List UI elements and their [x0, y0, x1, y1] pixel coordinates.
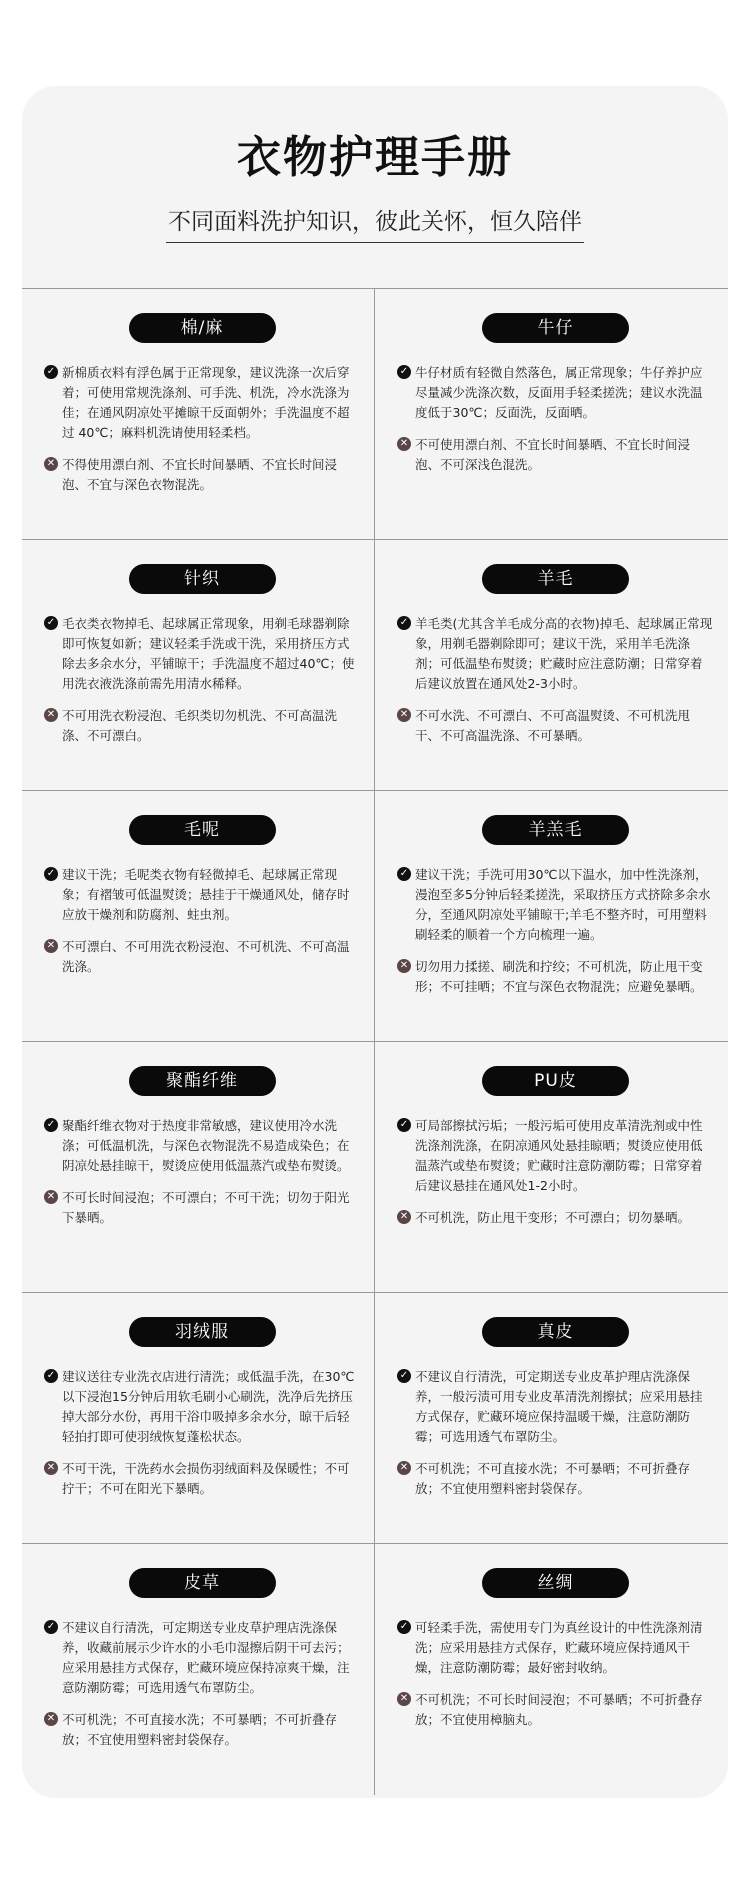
cross-icon: ✕ [397, 1692, 411, 1706]
care-instruction [44, 706, 360, 746]
care-instruction [44, 1116, 360, 1176]
fabric-name-badge: 牛仔 [482, 313, 629, 343]
fabric-grid [22, 289, 728, 1795]
fabric-name-badge: 羊羔毛 [482, 815, 629, 845]
care-instruction [44, 937, 360, 977]
care-dont-text: 不可用洗衣粉浸泡、毛织类切勿机洗、不可高温洗涤、不可漂白。 [62, 708, 338, 743]
care-do-text: 牛仔材质有轻微自然落色，属正常现象；牛仔养护应尽量减少洗涤次数，反面用手轻柔搓洗；建议水洗温度低于30℃；反面洗，反面晒。 [415, 365, 703, 420]
check-icon: ✓ [44, 1118, 58, 1132]
care-dont-text: 不可长时间浸泡；不可漂白；不可干洗；切勿于阳光下暴晒。 [62, 1190, 350, 1225]
cross-icon: ✕ [44, 1190, 58, 1204]
fabric-section [375, 1544, 728, 1795]
page-title: 衣物护理手册 [237, 132, 513, 183]
check-icon: ✓ [397, 616, 411, 630]
fabric-section [375, 791, 728, 1042]
care-do-text: 可轻柔手洗，需使用专门为真丝设计的中性洗涤剂清洗；应采用悬挂方式保存，贮藏环境应保持通风干燥，注意防潮防霉；最好密封收纳。 [415, 1620, 703, 1675]
care-instruction [397, 614, 714, 694]
check-icon: ✓ [397, 1369, 411, 1383]
page-subtitle: 不同面料洗护知识，彼此关怀，恒久陪伴 [166, 206, 584, 243]
care-instruction [44, 1710, 360, 1750]
care-instruction [397, 1367, 714, 1447]
check-icon: ✓ [44, 867, 58, 881]
care-instruction [397, 1459, 714, 1499]
check-icon: ✓ [397, 1620, 411, 1634]
check-icon: ✓ [44, 1620, 58, 1634]
care-do-text: 建议送往专业洗衣店进行清洗；或低温手洗，在30℃以下浸泡15分钟后用软毛刷小心刷洗，洗净后先挤压掉大部分水份，再用干浴巾吸掉多余水分，晾干后轻轻拍打即可使羽绒恢复蓬松状态。 [62, 1369, 355, 1444]
care-do-text: 建议干洗；手洗可用30℃以下温水，加中性洗涤剂，漫泡至多5分钟后轻柔搓洗，采取挤压方式挤除多余水分，至通风阴凉处平铺晾干;羊毛不整齐时，可用塑料刷轻柔的顺着一个方向梳理一遍。 [415, 867, 711, 942]
check-icon: ✓ [397, 365, 411, 379]
fabric-section [375, 289, 728, 540]
fabric-name-badge: 丝绸 [482, 1568, 629, 1598]
care-dont-text: 不可机洗；不可直接水洗；不可暴晒；不可折叠存放；不宜使用塑料密封袋保存。 [62, 1712, 338, 1747]
care-dont-text: 不可漂白、不可用洗衣粉浸泡、不可机洗、不可高温洗涤。 [62, 939, 350, 974]
cross-icon: ✕ [44, 939, 58, 953]
check-icon: ✓ [397, 867, 411, 881]
care-instruction [44, 865, 360, 925]
fabric-section [22, 1293, 375, 1544]
check-icon: ✓ [44, 1369, 58, 1383]
check-icon: ✓ [44, 365, 58, 379]
fabric-name-badge: 羊毛 [482, 564, 629, 594]
care-do-text: 新棉质衣料有浮色属于正常现象，建议洗涤一次后穿着；可使用常规洗涤剂、可手洗、机洗，冷水洗涤为佳；在通风阴凉处平摊晾干反面朝外；手洗温度不超过 40℃；麻料机洗请使用轻柔档。 [62, 365, 350, 440]
care-do-text: 不建议自行清洗，可定期送专业皮革护理店洗涤保养，一般污渍可用专业皮革清洗剂擦拭；应采用悬挂方式保存，贮藏环境应保持温暖干燥，注意防潮防霉；可选用透气布罩防尘。 [415, 1369, 703, 1444]
care-instruction [44, 1618, 360, 1698]
care-instruction [397, 1690, 714, 1730]
cross-icon: ✕ [397, 708, 411, 722]
care-instruction [44, 1367, 360, 1447]
care-dont-text: 不得使用漂白剂、不宜长时间暴晒、不宜长时间浸泡、不宜与深色衣物混洗。 [62, 457, 338, 492]
fabric-name-badge: 针织 [129, 564, 276, 594]
care-dont-text: 不可使用漂白剂、不宜长时间暴晒、不宜长时间浸泡、不可深浅色混洗。 [415, 437, 691, 472]
care-dont-text: 不可机洗；不可长时间浸泡；不可暴晒；不可折叠存放；不宜使用樟脑丸。 [415, 1692, 703, 1727]
care-instruction [44, 614, 360, 694]
fabric-section [22, 540, 375, 791]
care-do-text: 不建议自行清洗，可定期送专业皮草护理店洗涤保养，收藏前展示少许水的小毛巾湿擦后阴干可去污；应采用悬挂方式保存，贮藏环境应保持凉爽干燥，注意防潮防霉；可选用透气布罩防尘。 [62, 1620, 350, 1695]
care-instruction [44, 1188, 360, 1228]
care-manual-card [22, 86, 728, 1798]
care-do-text: 可局部擦拭污垢；一般污垢可使用皮革清洗剂或中性洗涤剂洗涤，在阴凉通风处悬挂晾晒；熨烫应使用低温蒸汽或垫布熨烫；贮藏时注意防潮防霉；日常穿着后建议悬挂在通风处1-2小时。 [415, 1118, 703, 1193]
care-instruction [44, 455, 360, 495]
fabric-section [22, 1042, 375, 1293]
fabric-name-badge: 真皮 [482, 1317, 629, 1347]
care-dont-text: 不可干洗，干洗药水会损伤羽绒面料及保暖性；不可拧干；不可在阳光下暴晒。 [62, 1461, 350, 1496]
care-instruction [397, 363, 714, 423]
care-instruction [397, 435, 714, 475]
fabric-name-badge: 毛呢 [129, 815, 276, 845]
fabric-section [375, 1042, 728, 1293]
care-dont-text: 切勿用力揉搓、刷洗和拧绞；不可机洗，防止甩干变形；不可挂晒；不宜与深色衣物混洗；应避免暴晒。 [415, 959, 703, 994]
cross-icon: ✕ [44, 1712, 58, 1726]
cross-icon: ✕ [44, 708, 58, 722]
care-dont-text: 不可机洗；不可直接水洗；不可暴晒；不可折叠存放；不宜使用塑料密封袋保存。 [415, 1461, 691, 1496]
fabric-section [375, 1293, 728, 1544]
care-dont-text: 不可机洗，防止甩干变形；不可漂白；切勿暴晒。 [415, 1210, 691, 1225]
care-instruction [44, 1459, 360, 1499]
care-do-text: 毛衣类衣物掉毛、起球属正常现象，用剃毛球器剃除即可恢复如新；建议轻柔手洗或干洗，采用挤压方式除去多余水分，平铺晾干；手洗温度不超过40℃；使用洗衣液洗涤前需先用清水稀释。 [62, 616, 355, 691]
cross-icon: ✕ [44, 457, 58, 471]
care-dont-text: 不可水洗、不可漂白、不可高温熨烫、不可机洗甩干、不可高温洗涤、不可暴晒。 [415, 708, 691, 743]
care-instruction [397, 957, 714, 997]
cross-icon: ✕ [397, 959, 411, 973]
manual-header [22, 86, 728, 289]
care-do-text: 建议干洗；毛呢类衣物有轻微掉毛、起球属正常现象；有褶皱可低温熨烫；悬挂于干燥通风处，储存时应放干燥剂和防腐剂、蛀虫剂。 [62, 867, 350, 922]
cross-icon: ✕ [397, 437, 411, 451]
fabric-section [22, 791, 375, 1042]
care-instruction [397, 865, 714, 945]
care-instruction [44, 363, 360, 443]
cross-icon: ✕ [44, 1461, 58, 1475]
check-icon: ✓ [397, 1118, 411, 1132]
check-icon: ✓ [44, 616, 58, 630]
fabric-name-badge: 棉/麻 [129, 313, 276, 343]
fabric-section [22, 289, 375, 540]
care-instruction [397, 1208, 714, 1228]
cross-icon: ✕ [397, 1461, 411, 1475]
care-instruction [397, 1618, 714, 1678]
fabric-name-badge: 皮草 [129, 1568, 276, 1598]
fabric-section [375, 540, 728, 791]
care-do-text: 聚酯纤维衣物对于热度非常敏感，建议使用冷水洗涤；可低温机洗，与深色衣物混洗不易造成染色；在阴凉处悬挂晾干，熨烫应使用低温蒸汽或垫布熨烫。 [62, 1118, 350, 1173]
care-do-text: 羊毛类(尤其含羊毛成分高的衣物)掉毛、起球属正常现象，用剃毛器剃除即可；建议干洗，采用羊毛洗涤剂；可低温垫布熨烫；贮藏时应注意防潮；日常穿着后建议放置在通风处2-3小时。 [415, 616, 713, 691]
fabric-name-badge: 聚酯纤维 [129, 1066, 276, 1096]
fabric-section [22, 1544, 375, 1795]
cross-icon: ✕ [397, 1210, 411, 1224]
fabric-name-badge: PU皮 [482, 1066, 629, 1096]
care-instruction [397, 706, 714, 746]
care-instruction [397, 1116, 714, 1196]
fabric-name-badge: 羽绒服 [129, 1317, 276, 1347]
